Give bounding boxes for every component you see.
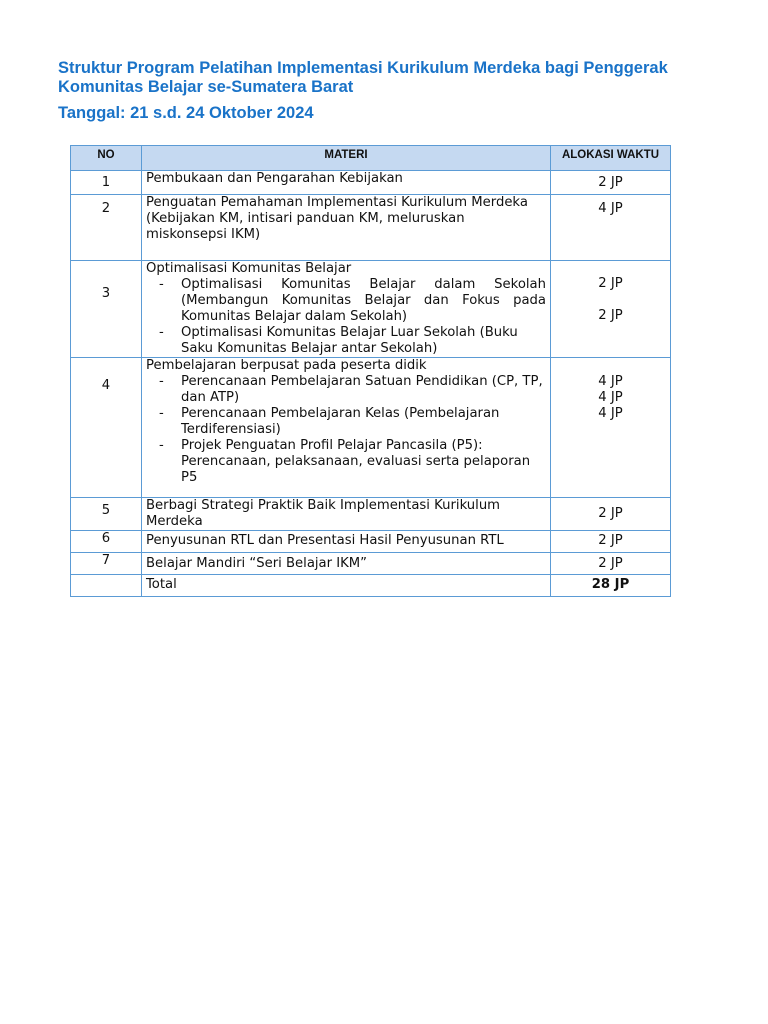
row-materi [142, 358, 551, 498]
table-row [71, 195, 671, 261]
table-row [71, 498, 671, 531]
row-jp [551, 358, 671, 498]
table-total-row [71, 575, 671, 597]
row-jp-value: 4 JP [598, 406, 623, 421]
row-no: 4 [71, 358, 142, 498]
dash-bullet: - [159, 374, 164, 389]
table-row [71, 358, 671, 498]
row-materi-heading: Pembelajaran berpusat pada peserta didik [146, 358, 427, 373]
row-materi: Belajar Mandiri “Seri Belajar IKM” [142, 553, 551, 575]
row-materi: Penyusunan RTL dan Presentasi Hasil Penyusunan RTL [142, 531, 551, 553]
row-jp: 2 JP [551, 171, 671, 195]
row-jp: 2 JP [551, 498, 671, 531]
row-jp-value: 4 JP [598, 374, 623, 389]
row-materi [142, 261, 551, 358]
row-materi-heading: Optimalisasi Komunitas Belajar [146, 261, 352, 276]
row-no: 3 [71, 261, 142, 358]
header-materi: MATERI [142, 146, 551, 171]
sub-list [146, 374, 546, 486]
row-no: 7 [71, 553, 142, 575]
row-no: 6 [71, 531, 142, 553]
header-no: NO [71, 146, 142, 171]
row-materi [142, 195, 551, 261]
row-jp-value: 2 JP [598, 308, 623, 323]
row-no: 1 [71, 171, 142, 195]
list-item: - Projek Penguatan Profil Pelajar Pancasila (P5): Perencanaan, pelaksanaan, evaluasi serta pelaporan P5 [159, 438, 531, 485]
total-label: Total [142, 575, 551, 597]
header-alokasi-waktu: ALOKASI WAKTU [551, 146, 671, 171]
list-item: - Optimalisasi Komunitas Belajar Luar Sekolah (Buku Saku Komunitas Belajar antar Sekolah) [159, 325, 518, 356]
row-no: 2 [71, 195, 142, 261]
dash-bullet: - [159, 438, 164, 453]
dash-bullet: - [159, 277, 164, 292]
dash-bullet: - [159, 325, 164, 340]
row-materi: Pembukaan dan Pengarahan Kebijakan [142, 171, 551, 195]
row-materi-line: miskonsepsi IKM) [146, 227, 261, 242]
dash-bullet: - [159, 406, 164, 421]
row-jp [551, 261, 671, 358]
sub-list [146, 277, 546, 357]
row-jp: 2 JP [551, 531, 671, 553]
table-row [71, 171, 671, 195]
document-title: Struktur Program Pelatihan Implementasi Kurikulum Merdeka bagi Penggerak Komunitas Belajar se-Sumatera Barat [58, 59, 668, 96]
list-item: - Perencanaan Pembelajaran Satuan Pendidikan (CP, TP, dan ATP) [159, 374, 543, 405]
row-materi-line: Penguatan Pemahaman Implementasi Kurikulum Merdeka (Kebijakan KM, intisari panduan KM, meluruskan [146, 195, 528, 226]
row-jp: 4 JP [551, 195, 671, 261]
table-row [71, 553, 671, 575]
table-header-row [71, 146, 671, 171]
total-jp: 28 JP [551, 575, 671, 597]
table-row [71, 531, 671, 553]
list-item: - Perencanaan Pembelajaran Kelas (Pembelajaran Terdiferensiasi) [159, 406, 500, 437]
program-table [70, 145, 671, 597]
row-jp-value: 4 JP [598, 390, 623, 405]
list-item: - Optimalisasi Komunitas Belajar dalam Sekolah (Membangun Komunitas Belajar dan Fokus pada Komunitas Belajar dalam Sekolah) [159, 277, 546, 324]
row-jp: 2 JP [551, 553, 671, 575]
table-row [71, 261, 671, 358]
row-materi: Berbagi Strategi Praktik Baik Implementasi Kurikulum Merdeka [142, 498, 551, 531]
row-no-empty [71, 575, 142, 597]
row-no: 5 [71, 498, 142, 531]
document-date: Tanggal: 21 s.d. 24 Oktober 2024 [58, 104, 314, 122]
row-jp-value: 2 JP [598, 276, 623, 291]
